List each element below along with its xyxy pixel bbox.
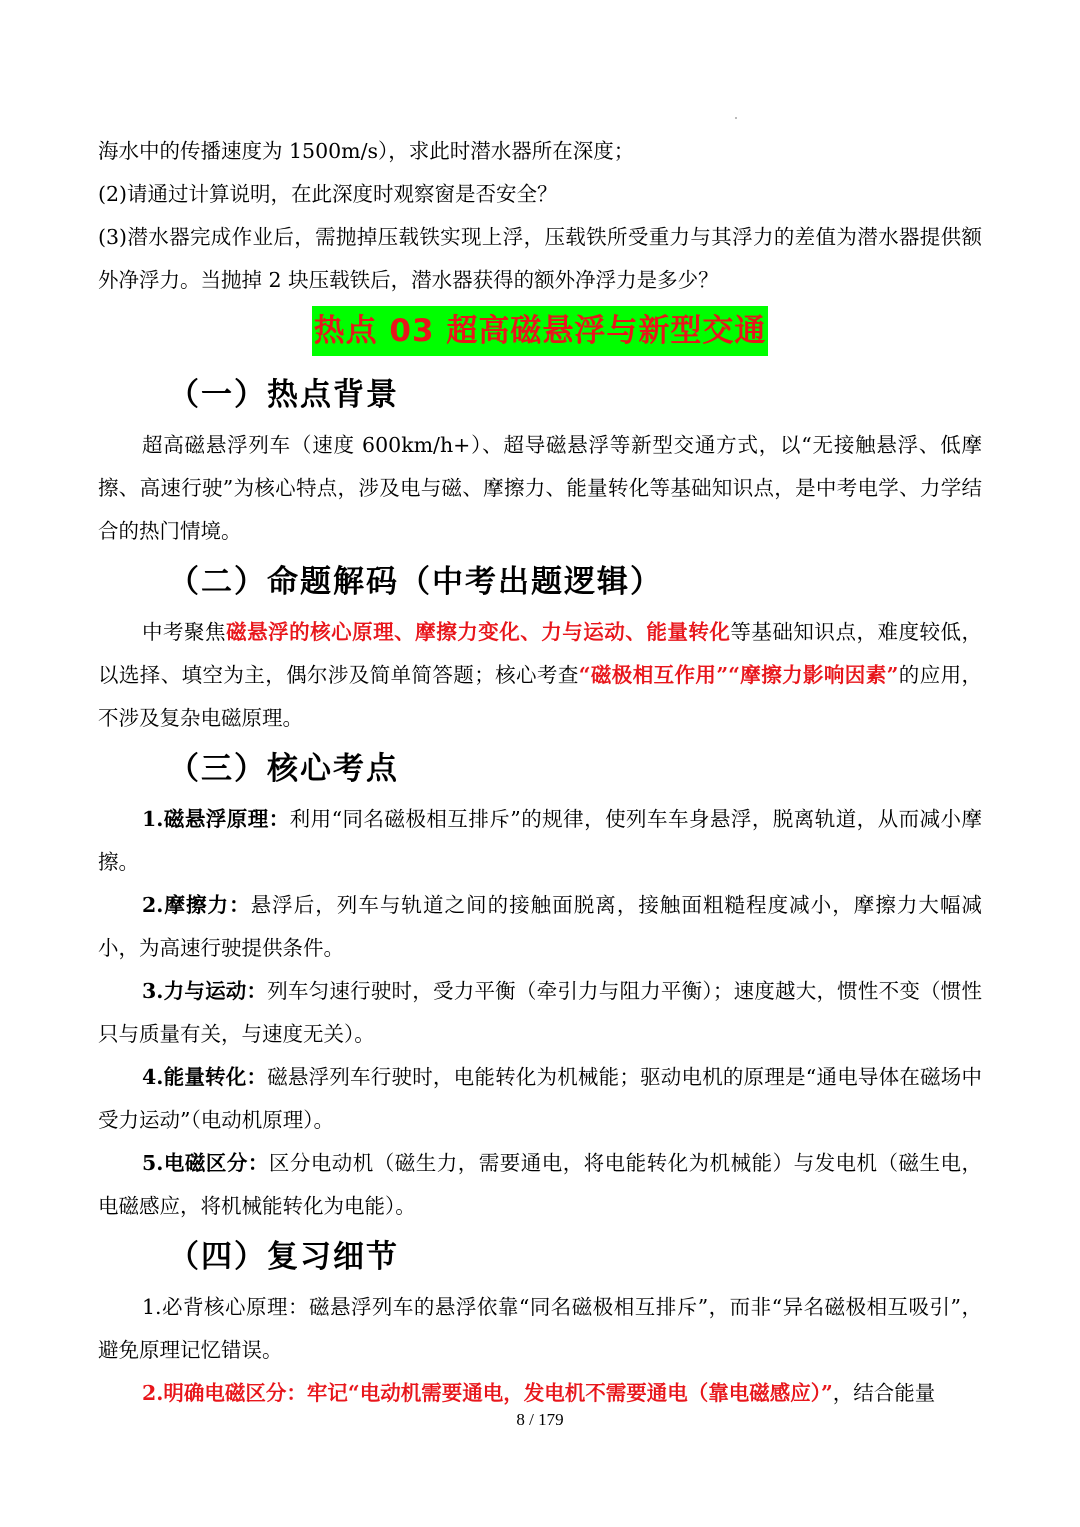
review-item-1: 1.必背核心原理：磁悬浮列车的悬浮依靠“同名磁极相互排斥”，而非“异名磁极相互吸引”，避免原理记忆错误。 <box>98 1295 982 1362</box>
scan-dot <box>735 117 737 119</box>
key-point-4 <box>98 1056 982 1142</box>
s2-text-c: 的应用，不涉及复杂电磁原理。 <box>98 663 983 730</box>
key-point-3 <box>98 970 982 1056</box>
key-point-2 <box>98 884 982 970</box>
section-3-heading: （三）核心考点 <box>168 751 399 787</box>
section-2-text <box>98 611 982 740</box>
question-1-tail: 海水中的传播速度为 1500m/s），求此时潜水器所在深度； <box>98 139 635 163</box>
s2-highlight-b: “磁极相互作用”“摩擦力影响因素” <box>578 663 899 687</box>
question-2: (2)请通过计算说明，在此深度时观察窗是否安全？ <box>98 182 558 206</box>
key-point-label: 3.力与运动： <box>142 979 268 1003</box>
s2-text-b: 等基础知识点，难度较低，以选择、填空为主，偶尔涉及简单简答题；核心考查 <box>98 620 983 687</box>
key-point-5 <box>98 1142 982 1228</box>
key-point-1 <box>98 798 982 884</box>
key-point-label: 1.磁悬浮原理： <box>142 807 290 831</box>
s2-highlight-a: 磁悬浮的核心原理、摩擦力变化、力与运动、能量转化 <box>226 620 731 644</box>
section-2-heading: （二）命题解码（中考出题逻辑） <box>168 564 663 600</box>
question-3: (3)潜水器完成作业后，需抛掉压载铁实现上浮，压载铁所受重力与其浮力的差值为潜水器提供额外净浮力。当抛掉 2 块压载铁后，潜水器获得的额外净浮力是多少？ <box>98 225 982 292</box>
key-point-text: 区分电动机（磁生力，需要通电，将电能转化为机械能）与发电机（磁生电，电磁感应，将机械能转化为电能）。 <box>98 1151 982 1218</box>
key-point-label: 2.摩擦力： <box>142 893 251 917</box>
key-point-text: 磁悬浮列车行驶时，电能转化为机械能；驱动电机的原理是“通电导体在磁场中受力运动”（电动机原理）。 <box>98 1065 982 1132</box>
page-content <box>98 130 982 1415</box>
page-number: 8 / 179 <box>516 1410 564 1429</box>
key-point-label: 5.电磁区分： <box>142 1151 269 1175</box>
key-point-text: 利用“同名磁极相互排斥”的规律，使列车车身悬浮，脱离轨道，从而减小摩擦。 <box>98 807 982 874</box>
review-item-2-rest: ，结合能量 <box>832 1381 936 1405</box>
section-4-heading: （四）复习细节 <box>168 1239 399 1275</box>
review-item-2-highlight: 2.明确电磁区分：牢记“电动机需要通电，发电机不需要通电（靠电磁感应）” <box>142 1381 833 1405</box>
s2-text-a: 中考聚焦 <box>142 620 227 644</box>
hotspot-banner <box>98 306 982 366</box>
key-point-text: 列车匀速行驶时，受力平衡（牵引力与阻力平衡）；速度越大，惯性不变（惯性只与质量有关，与速度无关）。 <box>98 979 982 1046</box>
key-point-text: 悬浮后，列车与轨道之间的接触面脱离，接触面粗糙程度减小，摩擦力大幅减小，为高速行驶提供条件。 <box>98 893 983 960</box>
section-1-text: 超高磁悬浮列车（速度 600km/h+）、超导磁悬浮等新型交通方式，以“无接触悬浮、低摩擦、高速行驶”为核心特点，涉及电与磁、摩擦力、能量转化等基础知识点，是中考电学、力学结合的热门情境。 <box>98 433 982 543</box>
key-point-label: 4.能量转化： <box>142 1065 268 1089</box>
section-1-heading: （一）热点背景 <box>168 377 399 413</box>
hotspot-title: 热点 03 超高磁悬浮与新型交通 <box>312 306 769 356</box>
review-item-2 <box>98 1372 982 1415</box>
